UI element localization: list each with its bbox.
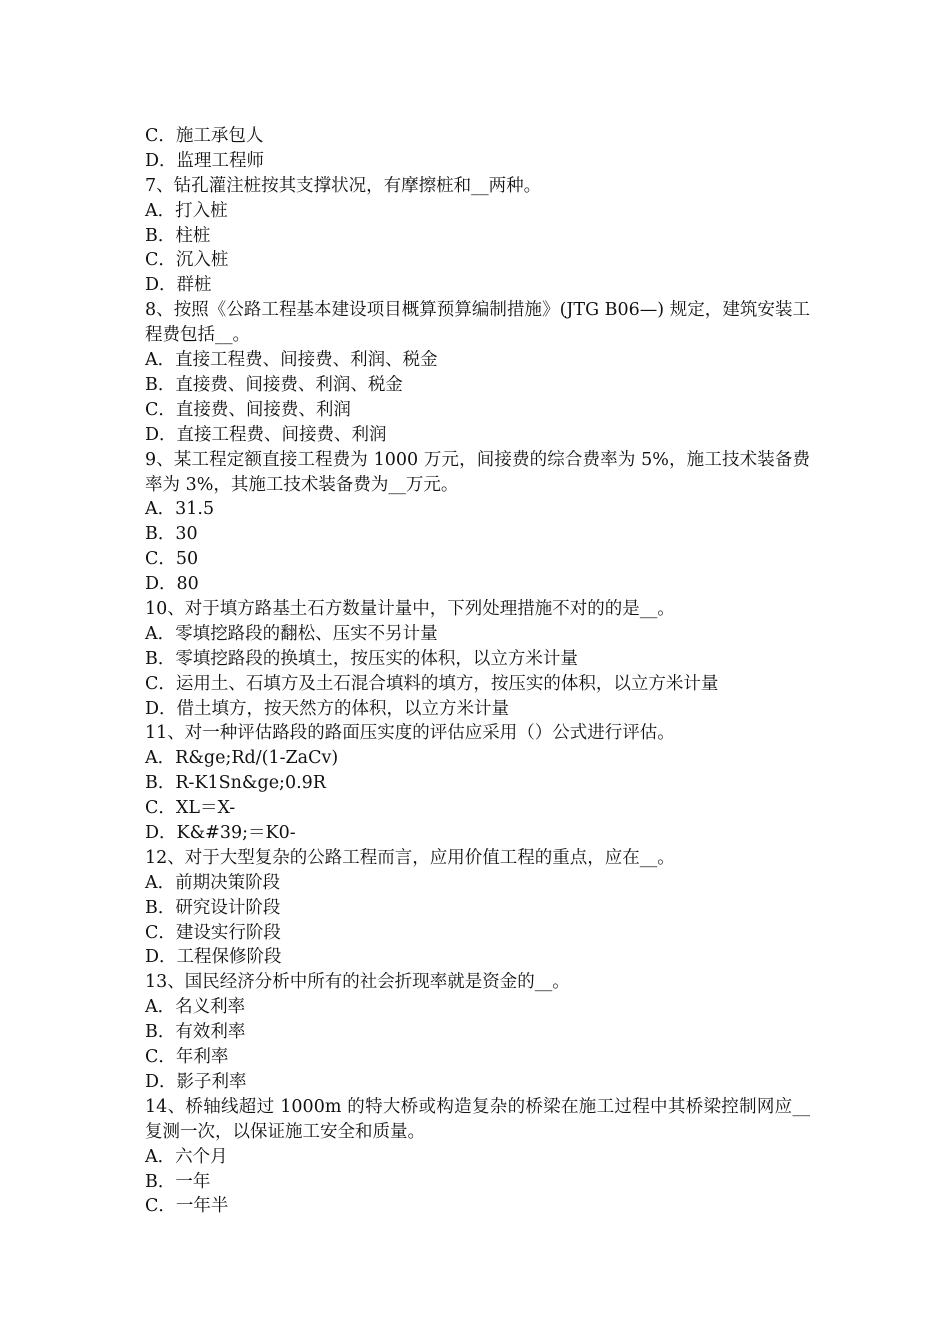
question-text: 13、国民经济分析中所有的社会折现率就是资金的__。: [145, 972, 570, 993]
answer-option: A．六个月: [145, 1146, 228, 1167]
question-text: 12、对于大型复杂的公路工程而言，应用价值工程的重点，应在__。: [145, 847, 675, 868]
answer-option: B．柱桩: [145, 225, 211, 246]
answer-option: D．监理工程师: [145, 150, 265, 171]
question-text: 8、按照《公路工程基本建设项目概算预算编制措施》(JTG B06—) 规定，建筑安装工程费包括__。: [145, 300, 810, 346]
answer-option: C．运用土、石填方及土石混合填料的填方，按压实的体积，以立方米计量: [145, 673, 719, 694]
answer-option: C．施工承包人: [145, 126, 264, 146]
answer-option: B．30: [145, 524, 198, 545]
answer-option: C．年利率: [145, 1047, 229, 1068]
answer-option: C．建设实行阶段: [145, 922, 281, 943]
question-text: 10、对于填方路基土石方数量计量中，下列处理措施不对的的是__。: [145, 598, 675, 619]
answer-option: B．零填挖路段的换填土，按压实的体积，以立方米计量: [145, 648, 578, 669]
answer-option: D．影子利率: [145, 1071, 247, 1092]
answer-option: B．R-K1Sn&ge;0.9R: [145, 773, 326, 794]
answer-option: D．工程保修阶段: [145, 947, 282, 968]
question-text: 7、钻孔灌注桩按其支撑状况，有摩擦桩和__两种。: [145, 175, 542, 196]
answer-option: A．名义利率: [145, 997, 246, 1018]
answer-option: B．有效利率: [145, 1022, 246, 1043]
answer-option: C．沉入桩: [145, 250, 229, 271]
answer-option: D．借土填方，按天然方的体积，以立方米计量: [145, 698, 510, 719]
answer-option: C．50: [145, 549, 199, 570]
answer-option: B．研究设计阶段: [145, 897, 281, 918]
question-text: 14、桥轴线超过 1000m 的特大桥或构造复杂的桥梁在施工过程中其桥梁控制网应__复测一次，以保证施工安全和质量。: [145, 1096, 810, 1142]
answer-option: A．R&ge;Rd/(1-ZaCv): [145, 748, 339, 769]
answer-option: D．直接工程费、间接费、利润: [145, 424, 387, 445]
answer-option: A．前期决策阶段: [145, 872, 281, 893]
answer-option: C．一年半: [145, 1196, 229, 1217]
answer-option: D．K&#39;＝K0-: [145, 823, 296, 843]
answer-option: B．一年: [145, 1171, 211, 1192]
answer-option: D．80: [145, 574, 199, 595]
answer-option: C．XL＝X-: [145, 798, 236, 819]
answer-option: B．直接费、间接费、利润、税金: [145, 374, 403, 395]
answer-option: C．直接费、间接费、利润: [145, 399, 351, 420]
question-text: 9、某工程定额直接工程费为 1000 万元，间接费的综合费率为 5%，施工技术装备费率为 3%，其施工技术装备费为__万元。: [145, 449, 810, 495]
answer-option: D．群桩: [145, 275, 212, 296]
answer-option: A．直接工程费、间接费、利润、税金: [145, 350, 438, 371]
question-text: 11、对一种评估路段的路面压实度的评估应采用（）公式进行评估。: [145, 723, 675, 744]
answer-option: A．零填挖路段的翻松、压实不另计量: [145, 623, 438, 644]
answer-option: A．31.5: [145, 499, 215, 520]
document-body: [145, 124, 810, 1219]
answer-option: A．打入桩: [145, 200, 228, 221]
